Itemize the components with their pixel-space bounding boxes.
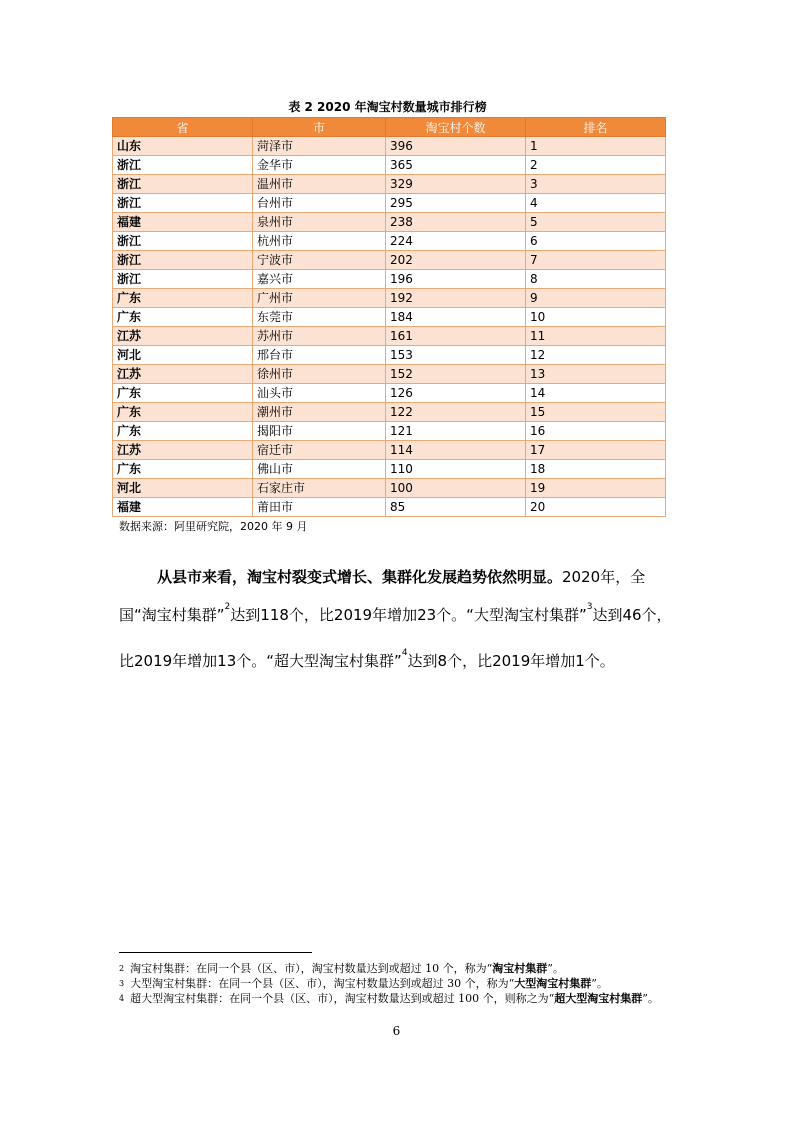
cell-province: 浙江 <box>113 270 253 289</box>
table-caption: 表 2 2020 年淘宝村数量城市排行榜 <box>288 100 487 114</box>
footnote-3 <box>119 977 679 991</box>
footnote-4 <box>119 992 679 1006</box>
footnote-end: ”。 <box>591 977 608 990</box>
cell-rank: 3 <box>526 175 666 194</box>
page-number: 6 <box>392 1024 401 1038</box>
cell-count: 161 <box>386 327 526 346</box>
cell-count: 126 <box>386 384 526 403</box>
cell-province: 浙江 <box>113 175 253 194</box>
cell-province: 河北 <box>113 479 253 498</box>
footnote-2 <box>119 962 679 976</box>
cell-province: 广东 <box>113 289 253 308</box>
paragraph-text: 比2019年增加13个。“超大型淘宝村集群” <box>119 652 402 670</box>
cell-count: 100 <box>386 479 526 498</box>
cell-city: 莆田市 <box>253 498 386 517</box>
footnote-end: ”。 <box>642 992 659 1005</box>
paragraph-line-2 <box>119 604 679 625</box>
cell-count: 365 <box>386 156 526 175</box>
cell-rank: 10 <box>526 308 666 327</box>
cell-province: 江苏 <box>113 365 253 384</box>
table-row <box>113 232 666 251</box>
cell-province: 浙江 <box>113 156 253 175</box>
cell-city: 苏州市 <box>253 327 386 346</box>
cell-count: 121 <box>386 422 526 441</box>
cell-count: 122 <box>386 403 526 422</box>
header-province: 省 <box>113 118 253 137</box>
cell-count: 196 <box>386 270 526 289</box>
header-count: 淘宝村个数 <box>386 118 526 137</box>
table-row <box>113 270 666 289</box>
table-row <box>113 194 666 213</box>
table-row <box>113 156 666 175</box>
table-row <box>113 460 666 479</box>
cell-count: 396 <box>386 137 526 156</box>
table-row <box>113 308 666 327</box>
paragraph-text: 达到118个，比2019年增加23个。“大型淘宝村集群” <box>230 606 587 624</box>
paragraph-text: 达到46个， <box>592 606 672 624</box>
cell-rank: 8 <box>526 270 666 289</box>
cell-city: 台州市 <box>253 194 386 213</box>
cell-province: 福建 <box>113 213 253 232</box>
table-row <box>113 384 666 403</box>
cell-city: 杭州市 <box>253 232 386 251</box>
cell-rank: 6 <box>526 232 666 251</box>
cell-city: 潮州市 <box>253 403 386 422</box>
footnote-term: 超大型淘宝村集群 <box>554 992 643 1005</box>
cell-province: 浙江 <box>113 232 253 251</box>
cell-count: 153 <box>386 346 526 365</box>
footnote-ref-4[interactable]: 4 <box>401 648 408 658</box>
cell-count: 184 <box>386 308 526 327</box>
footnote-ref-2[interactable]: 2 <box>224 602 231 612</box>
cell-city: 嘉兴市 <box>253 270 386 289</box>
cell-count: 224 <box>386 232 526 251</box>
cell-rank: 15 <box>526 403 666 422</box>
table-row <box>113 422 666 441</box>
table-row <box>113 441 666 460</box>
cell-city: 温州市 <box>253 175 386 194</box>
cell-count: 114 <box>386 441 526 460</box>
cell-count: 329 <box>386 175 526 194</box>
table-row <box>113 289 666 308</box>
table-row <box>113 327 666 346</box>
cell-city: 汕头市 <box>253 384 386 403</box>
cell-province: 广东 <box>113 422 253 441</box>
footnote-text: 淘宝村集群：在同一个县（区、市），淘宝村数量达到或超过 10 个，称为“ <box>130 962 493 975</box>
cell-rank: 20 <box>526 498 666 517</box>
cell-province: 江苏 <box>113 327 253 346</box>
footnote-number: 2 <box>119 964 125 973</box>
cell-city: 揭阳市 <box>253 422 386 441</box>
cell-province: 浙江 <box>113 251 253 270</box>
paragraph-bold-lead: 从县市来看，淘宝村裂变式增长、集群化发展趋势依然明显。 <box>157 568 563 586</box>
footnote-term: 大型淘宝村集群 <box>514 977 592 990</box>
header-rank: 排名 <box>526 118 666 137</box>
cell-city: 宿迁市 <box>253 441 386 460</box>
cell-rank: 16 <box>526 422 666 441</box>
footnote-divider <box>119 952 312 953</box>
table-row <box>113 403 666 422</box>
table-header-row <box>113 118 666 137</box>
cell-rank: 17 <box>526 441 666 460</box>
footnote-number: 4 <box>119 994 125 1003</box>
table-row <box>113 175 666 194</box>
cell-rank: 5 <box>526 213 666 232</box>
cell-city: 金华市 <box>253 156 386 175</box>
paragraph-text: 国“淘宝村集群” <box>119 606 225 624</box>
cell-rank: 2 <box>526 156 666 175</box>
cell-province: 广东 <box>113 308 253 327</box>
cell-count: 238 <box>386 213 526 232</box>
cell-rank: 19 <box>526 479 666 498</box>
cell-city: 徐州市 <box>253 365 386 384</box>
table-row <box>113 251 666 270</box>
table-row <box>113 137 666 156</box>
cell-count: 202 <box>386 251 526 270</box>
cell-city: 石家庄市 <box>253 479 386 498</box>
cell-city: 邢台市 <box>253 346 386 365</box>
cell-count: 192 <box>386 289 526 308</box>
footnote-end: ”。 <box>547 962 564 975</box>
footnote-text: 超大型淘宝村集群：在同一个县（区、市），淘宝村数量达到或超过 100 个，则称之为“ <box>130 992 555 1005</box>
footnote-ref-3[interactable]: 3 <box>586 602 593 612</box>
cell-city: 宁波市 <box>253 251 386 270</box>
table-row <box>113 365 666 384</box>
cell-province: 河北 <box>113 346 253 365</box>
cell-rank: 13 <box>526 365 666 384</box>
footnote-term: 淘宝村集群 <box>492 962 548 975</box>
cell-city: 广州市 <box>253 289 386 308</box>
paragraph-line-3 <box>119 650 679 671</box>
cell-province: 广东 <box>113 384 253 403</box>
table-row <box>113 498 666 517</box>
cell-rank: 9 <box>526 289 666 308</box>
data-source-note: 数据来源：阿里研究院，2020 年 9 月 <box>119 520 308 533</box>
cell-province: 江苏 <box>113 441 253 460</box>
cell-count: 85 <box>386 498 526 517</box>
cell-province: 广东 <box>113 403 253 422</box>
cell-province: 山东 <box>113 137 253 156</box>
cell-province: 广东 <box>113 460 253 479</box>
paragraph-text: 达到8个，比2019年增加1个。 <box>407 652 615 670</box>
paragraph-line-1 <box>157 566 677 587</box>
cell-rank: 7 <box>526 251 666 270</box>
table-row <box>113 346 666 365</box>
table-row <box>113 213 666 232</box>
paragraph-text: 2020年，全 <box>562 568 646 586</box>
cell-city: 东莞市 <box>253 308 386 327</box>
cell-rank: 14 <box>526 384 666 403</box>
cell-rank: 1 <box>526 137 666 156</box>
cell-count: 295 <box>386 194 526 213</box>
cell-count: 110 <box>386 460 526 479</box>
table-row <box>113 479 666 498</box>
cell-province: 福建 <box>113 498 253 517</box>
cell-province: 浙江 <box>113 194 253 213</box>
header-city: 市 <box>253 118 386 137</box>
city-ranking-table <box>112 117 666 517</box>
cell-city: 泉州市 <box>253 213 386 232</box>
footnote-number: 3 <box>119 979 125 988</box>
cell-rank: 12 <box>526 346 666 365</box>
cell-rank: 4 <box>526 194 666 213</box>
footnote-text: 大型淘宝村集群：在同一个县（区、市），淘宝村数量达到或超过 30 个，称为“ <box>130 977 515 990</box>
cell-count: 152 <box>386 365 526 384</box>
cell-city: 佛山市 <box>253 460 386 479</box>
cell-city: 菏泽市 <box>253 137 386 156</box>
cell-rank: 18 <box>526 460 666 479</box>
cell-rank: 11 <box>526 327 666 346</box>
